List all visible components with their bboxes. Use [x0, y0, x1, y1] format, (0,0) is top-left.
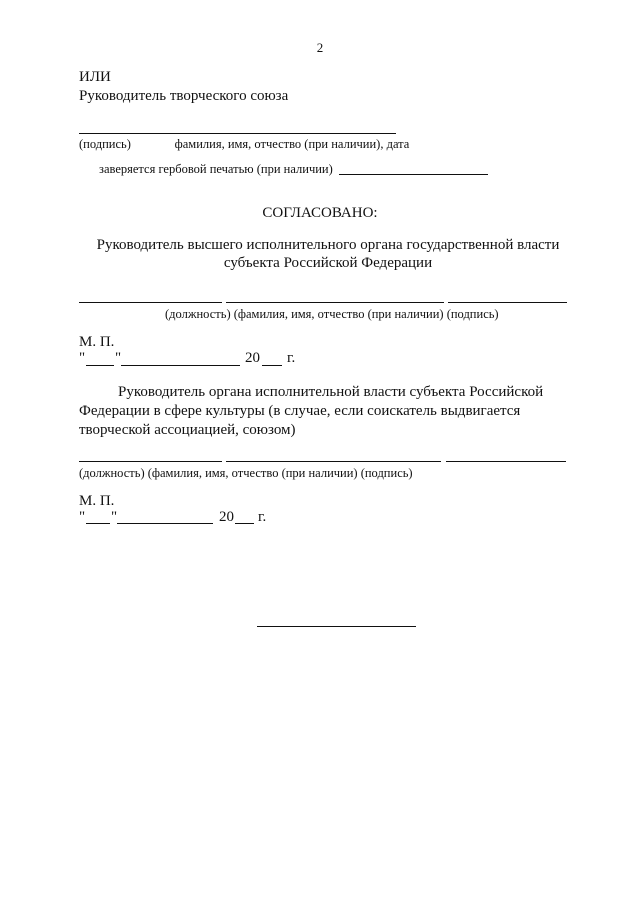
approver2-title-line3: творческой ассоциацией, союзом)	[79, 422, 296, 438]
approver1-mp: М. П.	[79, 334, 115, 350]
signature-line	[79, 133, 396, 134]
seal-note: заверяется гербовой печатью (при наличии)	[99, 162, 333, 176]
date1-suffix: г.	[287, 350, 296, 366]
date1-day-line	[86, 365, 114, 366]
date1-quote-close: "	[115, 350, 122, 366]
approver1-title-line1: Руководитель высшего исполнительного органа государственной власти	[96, 237, 560, 253]
date2-day-line	[86, 523, 110, 524]
seal-note-line	[339, 174, 488, 175]
approver1-position-line	[79, 302, 222, 303]
date1-quote-open: "	[79, 350, 86, 366]
date2-month-line	[117, 523, 213, 524]
date1-year-prefix: 20	[245, 350, 260, 366]
approver2-title-line1: Руководитель органа исполнительной власти субъекта Российской	[118, 384, 544, 400]
page-number: 2	[316, 40, 324, 55]
date2-year-line	[235, 523, 254, 524]
date2-quote-close: "	[111, 509, 118, 525]
approver2-mp: М. П.	[79, 493, 115, 509]
approver2-name-line	[226, 461, 441, 462]
approver1-name-line	[226, 302, 444, 303]
date2-year-prefix: 20	[219, 509, 234, 525]
approver1-signature-line	[448, 302, 567, 303]
or-label: ИЛИ	[79, 69, 111, 85]
date2-quote-open: "	[79, 509, 86, 525]
union-head-title: Руководитель творческого союза	[79, 88, 289, 104]
date1-year-line	[262, 365, 282, 366]
approver2-signature-line	[446, 461, 566, 462]
signature-caption: (подпись) фамилия, имя, отчество (при наличии), дата	[79, 137, 410, 151]
approver1-caption: (должность) (фамилия, имя, отчество (при наличии) (подпись)	[165, 307, 499, 321]
closing-rule	[257, 626, 416, 627]
approver2-title-line2: Федерации в сфере культуры (в случае, если соискатель выдвигается	[79, 403, 521, 419]
approver1-title-line2: субъекта Российской Федерации	[223, 255, 433, 271]
date1-month-line	[121, 365, 240, 366]
date2-suffix: г.	[258, 509, 267, 525]
approved-heading: СОГЛАСОВАНО:	[262, 205, 378, 221]
approver2-caption: (должность) (фамилия, имя, отчество (при наличии) (подпись)	[79, 466, 413, 480]
approver2-position-line	[79, 461, 222, 462]
